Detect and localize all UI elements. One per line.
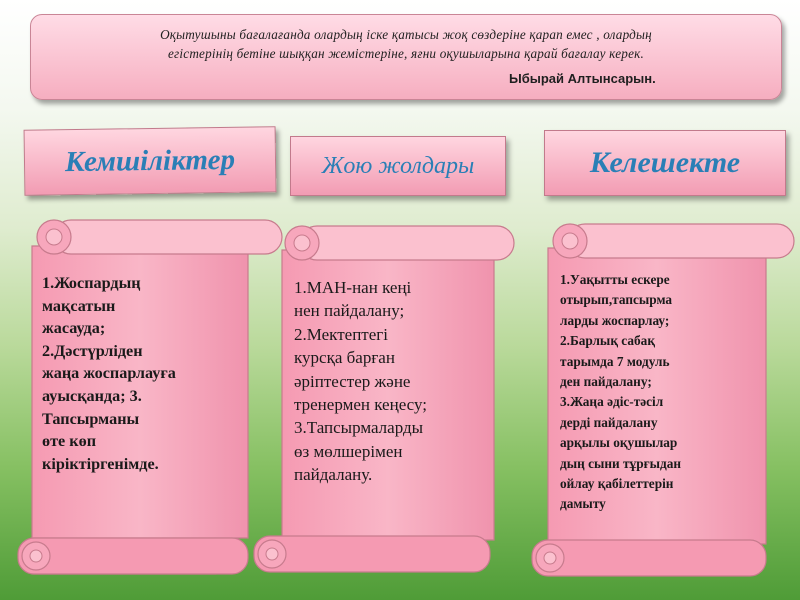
quote-line-2: егістерінің бетіне шыққан жемістеріне, яғни оқушыларына қарай бағалау керек. [168,46,644,61]
scroll-future [526,222,798,582]
header-future: Келешекте [544,130,786,196]
header-shortcomings: Кемшіліктер [24,126,277,196]
header-solutions: Жою жолдары [290,136,506,196]
scroll-shortcomings [10,218,284,580]
quote-box [30,14,782,100]
scroll-solutions [248,224,520,582]
quote-line-1: Оқытушыны бағалағанда олардың іске қатысы жоқ сөздеріне қарап емес , олардың [160,27,652,42]
quote-author: Ыбырай Алтынсарын. [509,71,656,86]
shortcomings-list: 1.Жоспардың мақсатын жасауда; 2.Дәстүрліден жаңа жоспарлауға ауысқанда; 3. Тапсырманы өте көп кіріктіргенімде. [42,274,176,473]
solutions-list: 1.МАН-нан кеңі нен пайдалану; 2.Мектептегі курсқа барған әріптестер және тренермен кеңесу; 3.Тапсырмаларды өз мөлшерімен пайдалану. [294,278,427,485]
future-list: 1.Уақытты ескере отырып,тапсырма ларды жоспарлау; 2.Барлық сабақ тарымда 7 модуль ден пайдалану; 3.Жаңа әдіс-тәсіл дерді пайдалану арқылы оқушылар дың сыни тұрғыдан ойлау қабілеттерін дамыту [560,272,682,512]
